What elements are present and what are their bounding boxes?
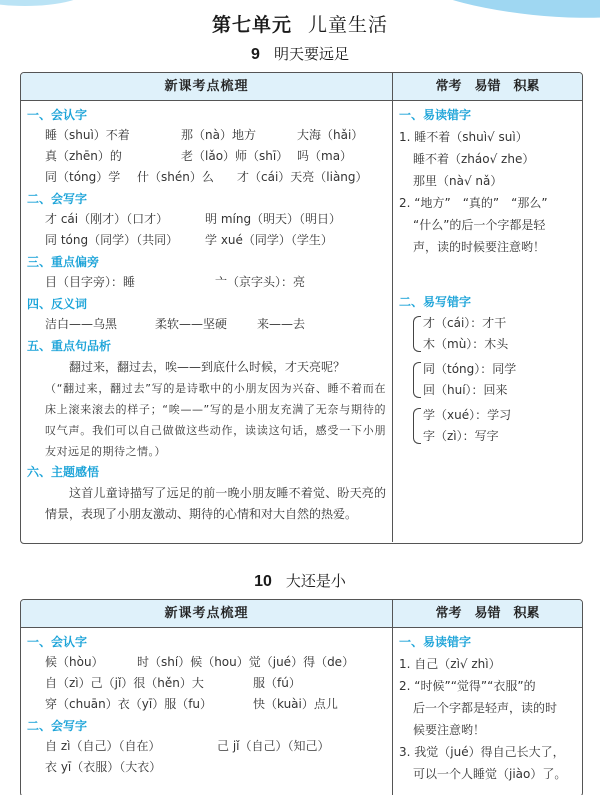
section-title: 一、会认字 <box>27 108 88 122</box>
word: 亠（京字头）：亮 <box>215 275 306 289</box>
theme-text: 这首儿童诗描写了远足的前一晚小朋友睡不着觉、盼天亮的情景，表现了小朋友激动、期待的心情和对大自然的热爱。 <box>45 486 386 521</box>
list-item: 声，读的时候要注意哟！ <box>413 240 546 254</box>
word: 穿（chuān）衣（yī）服（fu） <box>45 697 213 711</box>
lesson-name: 明天要远足 <box>273 45 349 63</box>
word: 吗（ma） <box>297 149 353 163</box>
word: 目（目字旁）：睡 <box>45 275 136 289</box>
list-item: 1. 自己（zì√ zhì） <box>399 657 501 671</box>
header-right: 常考 易错 积累 <box>435 79 540 94</box>
word: 自 zì（自己）（自在） <box>45 739 161 753</box>
word: 己 jǐ（自己）（知己） <box>217 739 330 753</box>
table-header <box>21 600 582 628</box>
word: 大海（hǎi） <box>297 128 364 142</box>
list-item <box>27 147 392 168</box>
list-item: “什么”的后一个字都是轻 <box>413 218 546 232</box>
list-item: 后一个字都是轻声，读的时 <box>413 701 558 715</box>
section-title: 三、重点偏旁 <box>27 255 100 269</box>
key-points-column <box>21 101 393 542</box>
header-decoration-left <box>0 0 90 6</box>
word: 老（lǎo）师（shī） <box>181 149 289 163</box>
word: 那（nà）地方 <box>181 128 256 142</box>
list-item <box>27 674 392 695</box>
list-item: 学（xué）：学习 <box>423 408 512 422</box>
list-item: 同（tóng）：同学 <box>423 362 517 376</box>
word: 睡（shuì）不着 <box>45 128 130 142</box>
char-pair <box>413 359 582 401</box>
unit-number: 第七单元 <box>211 14 292 36</box>
char-pair <box>413 313 582 355</box>
header-left: 新课考点梳理 <box>21 73 393 100</box>
list-item <box>27 695 392 716</box>
word: 快（kuài）点儿 <box>253 697 338 711</box>
section-title: 四、反义词 <box>27 297 88 311</box>
list-item: 那里（nà√ nǎ） <box>413 174 503 188</box>
section-title: 一、易读错字 <box>399 635 472 649</box>
word: 候（hòu） <box>45 655 104 669</box>
list-item <box>27 737 392 758</box>
list-item <box>27 273 392 294</box>
unit-title <box>0 10 600 37</box>
key-points-column <box>21 628 393 795</box>
list-item: 1. 睡不着（shuì√ suì） <box>399 130 528 144</box>
section-title: 一、会认字 <box>27 635 88 649</box>
word: 衣 yī（衣服）（大衣） <box>45 760 162 774</box>
lesson-table <box>20 72 583 544</box>
list-item: 字（zì）：写字 <box>423 429 499 443</box>
list-item <box>27 231 392 252</box>
key-sentence <box>27 357 392 378</box>
brace-icon <box>413 408 421 444</box>
header-right: 常考 易错 积累 <box>435 606 540 621</box>
lesson-name: 大还是小 <box>285 572 346 590</box>
word: 明 míng（明天）（明日） <box>205 212 342 226</box>
section-title: 二、会写字 <box>27 719 88 733</box>
sentence-analysis: （“翻过来，翻过去”写的是诗歌中的小朋友因为兴奋、睡不着而在床上滚来滚去的样子；“唉——”写的是小朋友充满了无奈与期待的叹气声。我们可以自己做做这些动作，读读这句话，感受一下小朋友对远足的期待之情。） <box>45 382 386 458</box>
list-item: 2. “地方” “真的” “那么” <box>399 196 548 210</box>
word: 同 tóng（同学）（共同） <box>45 233 179 247</box>
list-item: 候要注意哟！ <box>413 723 486 737</box>
word: 才（cái）天亮（liàng） <box>237 170 368 184</box>
list-item: 可以一个人睡觉（jiào）了。 <box>413 767 567 781</box>
header-left: 新课考点梳理 <box>21 600 393 627</box>
word: 自（zì）己（jǐ）很（hěn）大 <box>45 676 204 690</box>
word: 来——去 <box>257 317 306 331</box>
lesson-title <box>0 570 600 591</box>
list-item: 2. “时候”“觉得”“衣服”的 <box>399 679 536 693</box>
common-mistakes-column <box>393 628 582 795</box>
list-item: 回（huí）：回来 <box>423 383 508 397</box>
list-item: 木（mù）：木头 <box>423 337 509 351</box>
list-item: 3. 我觉（jué）得自己长大了， <box>399 745 565 759</box>
unit-subtitle: 儿童生活 <box>308 14 389 36</box>
word: 服（fú） <box>253 676 301 690</box>
word: 柔软——坚硬 <box>155 317 228 331</box>
lesson-number: 9 <box>251 46 260 63</box>
list-item <box>27 210 392 231</box>
list-item <box>27 168 392 189</box>
brace-icon <box>413 316 421 352</box>
section-title: 六、主题感悟 <box>27 465 100 479</box>
word: 才 cái（刚才）（口才） <box>45 212 169 226</box>
section-title: 一、易读错字 <box>399 108 472 122</box>
section-title: 二、易写错字 <box>399 295 472 309</box>
brace-icon <box>413 362 421 398</box>
word: 洁白——乌黑 <box>45 317 118 331</box>
lesson-table <box>20 599 583 795</box>
list-item: 才（cái）：才干 <box>423 316 507 330</box>
list-item: 睡不着（zháo√ zhe） <box>413 152 535 166</box>
word: 什（shén）么 <box>137 170 214 184</box>
lesson-title <box>0 43 600 64</box>
lesson-number: 10 <box>254 573 272 590</box>
common-mistakes-column <box>393 101 582 542</box>
word: 时（shí）候（hou）觉（jué）得（de） <box>137 655 355 669</box>
quote-text: 翻过来，翻过去，唉——到底什么时候，才天亮呢？ <box>69 360 346 374</box>
char-pair <box>413 405 582 447</box>
list-item <box>27 758 392 779</box>
list-item <box>27 315 392 336</box>
list-item <box>27 126 392 147</box>
word: 真（zhēn）的 <box>45 149 122 163</box>
section-title: 五、重点句品析 <box>27 339 112 353</box>
section-title: 二、会写字 <box>27 192 88 206</box>
word: 学 xué（同学）（学生） <box>205 233 333 247</box>
table-header <box>21 73 582 101</box>
list-item <box>27 653 392 674</box>
word: 同（tóng）学 <box>45 170 121 184</box>
